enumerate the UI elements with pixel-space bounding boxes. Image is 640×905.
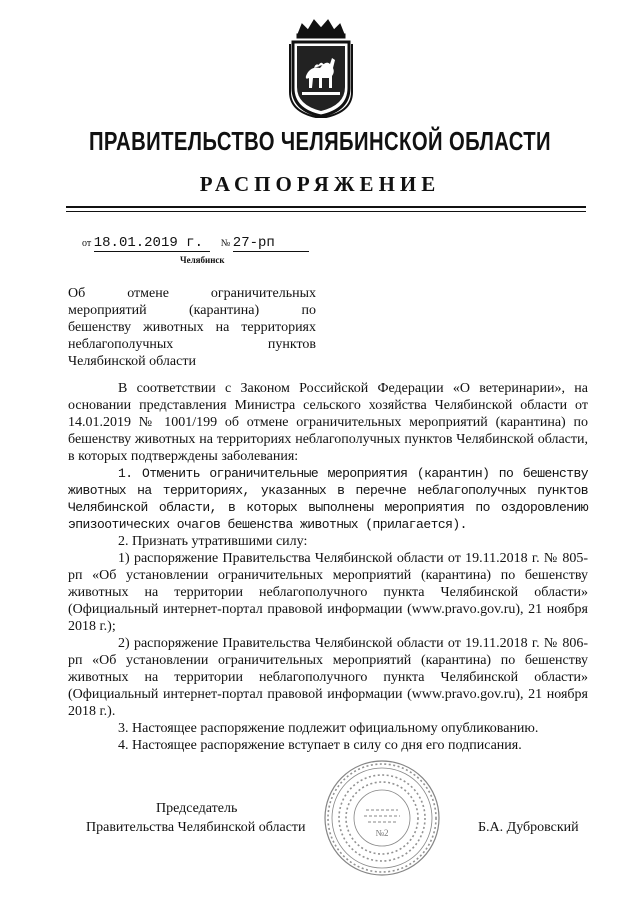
subject-line: Челябинской области (68, 354, 196, 369)
item-1-paragraph: 1. Отменить ограничительные мероприятия (карантин) по бешенству животных на территориях, указанных в перечне неблагополучных пунктов Челябинской области, в которых выполнены мероприятия по оздоровлению эпизоотических очагов бешенства животных (прилагается). (68, 466, 588, 532)
document-type-title: РАСПОРЯЖЕНИЕ (199, 172, 441, 196)
subject-line: бешенству животных на территориях (68, 320, 316, 335)
item-2-2-paragraph: 2) распоряжение Правительства Челябинской области от 19.11.2018 г. № 806-рп «Об установлении ограничительных мероприятий (карантина) по бешенству животных на территории неблагополучного пункта Челябинской области» (Официальный интернет-портал правовой информации (www.pravo.gov.ru), 21 ноября 2018 г.). (68, 636, 588, 719)
date-prefix: от (82, 238, 92, 249)
document-date: 18.01.2019 г. (94, 236, 210, 252)
signatory-title-line1: Председатель (156, 801, 238, 816)
signatory-name: Б.А. Дубровский (478, 820, 579, 835)
stamp-number: №2 (375, 828, 389, 838)
document-number: 27-рп (233, 236, 309, 252)
number-prefix: № (220, 238, 231, 249)
signatory-title-line2: Правительства Челябинской области (86, 820, 306, 835)
subject-line: Об отмене ограничительных (68, 286, 316, 301)
subject-line: неблагополучных пунктов (68, 337, 316, 352)
coat-of-arms-emblem (288, 14, 354, 118)
item-2-paragraph: 2. Признать утратившими силу: (118, 534, 308, 549)
organization-title: ПРАВИТЕЛЬСТВО ЧЕЛЯБИНСКОЙ ОБЛАСТИ (88, 126, 552, 156)
item-2-1-paragraph: 1) распоряжение Правительства Челябинской области от 19.11.2018 г. № 805-рп «Об установлении ограничительных мероприятий (карантина) по бешенству животных на территории неблагополучного пункта Челябинской области» (Официальный интернет-портал правовой информации (www.pravo.gov.ru), 21 ноября 2018 г.); (68, 551, 588, 634)
subject-line: мероприятий (карантина) по (68, 303, 316, 318)
date-line (82, 236, 309, 252)
item-4-paragraph: 4. Настоящее распоряжение вступает в силу со дня его подписания. (118, 738, 522, 753)
header-divider-thin (66, 211, 586, 212)
item-3-paragraph: 3. Настоящее распоряжение подлежит официальному опубликованию. (118, 721, 539, 736)
document-subject (68, 285, 316, 370)
document-body (68, 380, 588, 754)
official-stamp (322, 758, 442, 878)
intro-paragraph: В соответствии с Законом Российской Федерации «О ветеринарии», на основании представления Министра сельского хозяйства Челябинской области от 14.01.2019 № 1001/199 об отмене ограничительных мероприятий (карантина) по бешенству животных на территориях неблагополучных пунктов Челябинской области, в которых подтверждены заболевания: (68, 381, 588, 464)
city-label: Челябинск (180, 255, 225, 265)
header-divider-thick (66, 206, 586, 208)
